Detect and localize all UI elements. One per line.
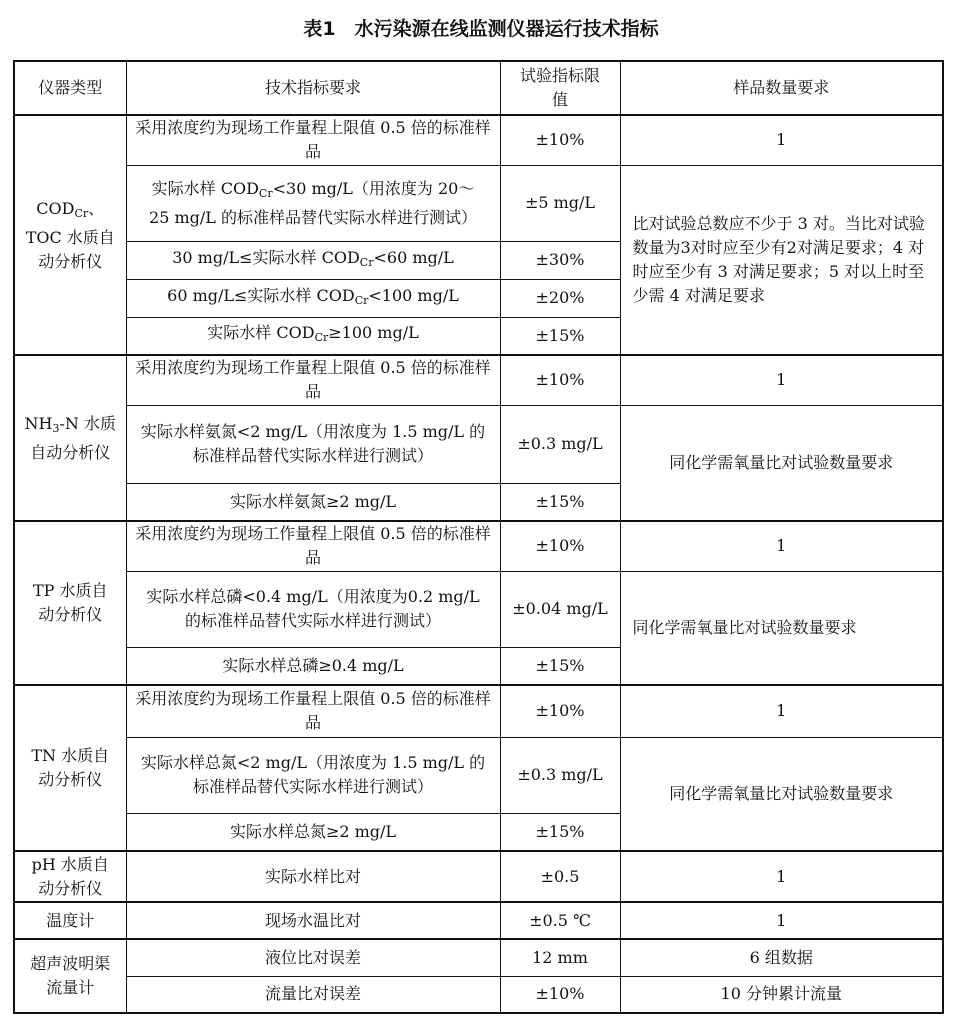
cod-req-2-a: 实际水样 COD bbox=[151, 178, 259, 198]
tp-limit-1: ±10% bbox=[500, 521, 620, 571]
table-row bbox=[14, 571, 943, 647]
cod-name-a: COD bbox=[36, 198, 75, 218]
table-row bbox=[14, 405, 943, 483]
cod-name-b: 、TOC 水质自动分析仪 bbox=[25, 198, 115, 271]
flow-req-2: 流量比对误差 bbox=[126, 976, 500, 1013]
nh3-samples-1: 1 bbox=[620, 355, 943, 405]
table-row bbox=[14, 939, 943, 976]
cod-req-1: 采用浓度约为现场工作量程上限值 0.5 倍的标准样品 bbox=[126, 115, 500, 165]
temp-type-cell: 温度计 bbox=[14, 902, 126, 939]
tn-limit-2: ±0.3 mg/L bbox=[500, 737, 620, 813]
flow-samples-2: 10 分钟累计流量 bbox=[620, 976, 943, 1013]
tp-req-3: 实际水样总磷≥0.4 mg/L bbox=[126, 647, 500, 685]
cod-req-3 bbox=[126, 241, 500, 279]
tp-samples-1: 1 bbox=[620, 521, 943, 571]
cod-req-5-b: ≥100 mg/L bbox=[328, 323, 419, 343]
ph-limit-1: ±0.5 bbox=[500, 851, 620, 902]
cod-samples-1: 1 bbox=[620, 115, 943, 165]
cod-limit-4: ±20% bbox=[500, 279, 620, 317]
cod-samples-2: 比对试验总数应不少于 3 对。当比对试验数量为3对时应至少有2对满足要求；4 对时应至少有 3 对满足要求；5 对以上时至少需 4 对满足要求 bbox=[620, 165, 943, 355]
table-row bbox=[14, 355, 943, 405]
flow-type-cell: 超声波明渠流量计 bbox=[14, 939, 126, 1013]
tp-req-2: 实际水样总磷<0.4 mg/L（用浓度为0.2 mg/L的标准样品替代实际水样进行测试） bbox=[126, 571, 500, 647]
temp-limit-1: ±0.5 ℃ bbox=[500, 902, 620, 939]
flow-req-1: 液位比对误差 bbox=[126, 939, 500, 976]
cod-limit-1: ±10% bbox=[500, 115, 620, 165]
cod-type-cell bbox=[14, 115, 126, 355]
tp-req-1: 采用浓度约为现场工作量程上限值 0.5 倍的标准样品 bbox=[126, 521, 500, 571]
cod-req-5-a: 实际水样 COD bbox=[207, 323, 315, 343]
cod-req-2-b: <30 mg/L（用浓度为 20～25 mg/L 的标准样品替代实际水样进行测试） bbox=[149, 178, 477, 227]
table-row bbox=[14, 851, 943, 902]
nh3-name-b: -N 水质自动分析仪 bbox=[30, 413, 116, 462]
tn-type-cell: TN 水质自动分析仪 bbox=[14, 685, 126, 851]
cod-name-sub: Cr bbox=[74, 206, 89, 220]
cod-req-4-b: <100 mg/L bbox=[368, 285, 459, 305]
nh3-samples-2: 同化学需氧量比对试验数量要求 bbox=[620, 405, 943, 521]
nh3-req-1: 采用浓度约为现场工作量程上限值 0.5 倍的标准样品 bbox=[126, 355, 500, 405]
table-row bbox=[14, 521, 943, 571]
temp-samples-1: 1 bbox=[620, 902, 943, 939]
cod-req-2-sub: Cr bbox=[258, 186, 273, 200]
nh3-limit-3: ±15% bbox=[500, 483, 620, 521]
flow-limit-1: 12 mm bbox=[500, 939, 620, 976]
flow-limit-2: ±10% bbox=[500, 976, 620, 1013]
tn-req-2: 实际水样总氮<2 mg/L（用浓度为 1.5 mg/L 的标准样品替代实际水样进行测试） bbox=[126, 737, 500, 813]
tp-samples-2: 同化学需氧量比对试验数量要求 bbox=[620, 571, 943, 685]
header-type: 仪器类型 bbox=[14, 61, 126, 115]
nh3-type-cell bbox=[14, 355, 126, 521]
cod-req-2 bbox=[126, 165, 500, 241]
table-row bbox=[14, 115, 943, 165]
cod-req-3-sub: Cr bbox=[359, 255, 374, 269]
cod-limit-5: ±15% bbox=[500, 317, 620, 355]
ph-samples-1: 1 bbox=[620, 851, 943, 902]
header-requirement: 技术指标要求 bbox=[126, 61, 500, 115]
header-limit: 试验指标限值 bbox=[500, 61, 620, 115]
table-row bbox=[14, 902, 943, 939]
table-title: 表1 水污染源在线监测仪器运行技术指标 bbox=[303, 18, 659, 40]
cod-limit-2: ±5 mg/L bbox=[500, 165, 620, 241]
table-row bbox=[14, 976, 943, 1013]
cod-req-3-a: 30 mg/L≤实际水样 COD bbox=[172, 247, 360, 267]
cod-limit-3: ±30% bbox=[500, 241, 620, 279]
cod-req-4-sub: Cr bbox=[354, 293, 369, 307]
table-row bbox=[14, 737, 943, 813]
tp-type-cell: TP 水质自动分析仪 bbox=[14, 521, 126, 685]
tn-limit-3: ±15% bbox=[500, 813, 620, 851]
flow-samples-1: 6 组数据 bbox=[620, 939, 943, 976]
cod-req-4 bbox=[126, 279, 500, 317]
nh3-name-a: NH bbox=[24, 413, 53, 433]
nh3-limit-2: ±0.3 mg/L bbox=[500, 405, 620, 483]
nh3-limit-1: ±10% bbox=[500, 355, 620, 405]
tn-samples-2: 同化学需氧量比对试验数量要求 bbox=[620, 737, 943, 851]
tn-samples-1: 1 bbox=[620, 685, 943, 737]
header-row bbox=[14, 61, 943, 115]
nh3-name-sub: 3 bbox=[52, 421, 60, 435]
header-samples: 样品数量要求 bbox=[620, 61, 943, 115]
nh3-req-2: 实际水样氨氮<2 mg/L（用浓度为 1.5 mg/L 的标准样品替代实际水样进行测试） bbox=[126, 405, 500, 483]
tn-limit-1: ±10% bbox=[500, 685, 620, 737]
tn-req-3: 实际水样总氮≥2 mg/L bbox=[126, 813, 500, 851]
ph-req-1: 实际水样比对 bbox=[126, 851, 500, 902]
tn-req-1: 采用浓度约为现场工作量程上限值 0.5 倍的标准样品 bbox=[126, 685, 500, 737]
spec-table bbox=[13, 60, 944, 1014]
cod-req-5-sub: Cr bbox=[314, 331, 329, 345]
cod-req-3-b: <60 mg/L bbox=[373, 247, 454, 267]
ph-type-cell: pH 水质自动分析仪 bbox=[14, 851, 126, 902]
cod-req-4-a: 60 mg/L≤实际水样 COD bbox=[167, 285, 355, 305]
cod-req-5 bbox=[126, 317, 500, 355]
temp-req-1: 现场水温比对 bbox=[126, 902, 500, 939]
tp-limit-3: ±15% bbox=[500, 647, 620, 685]
nh3-req-3: 实际水样氨氮≥2 mg/L bbox=[126, 483, 500, 521]
table-row bbox=[14, 165, 943, 241]
tp-limit-2: ±0.04 mg/L bbox=[500, 571, 620, 647]
table-row bbox=[14, 685, 943, 737]
